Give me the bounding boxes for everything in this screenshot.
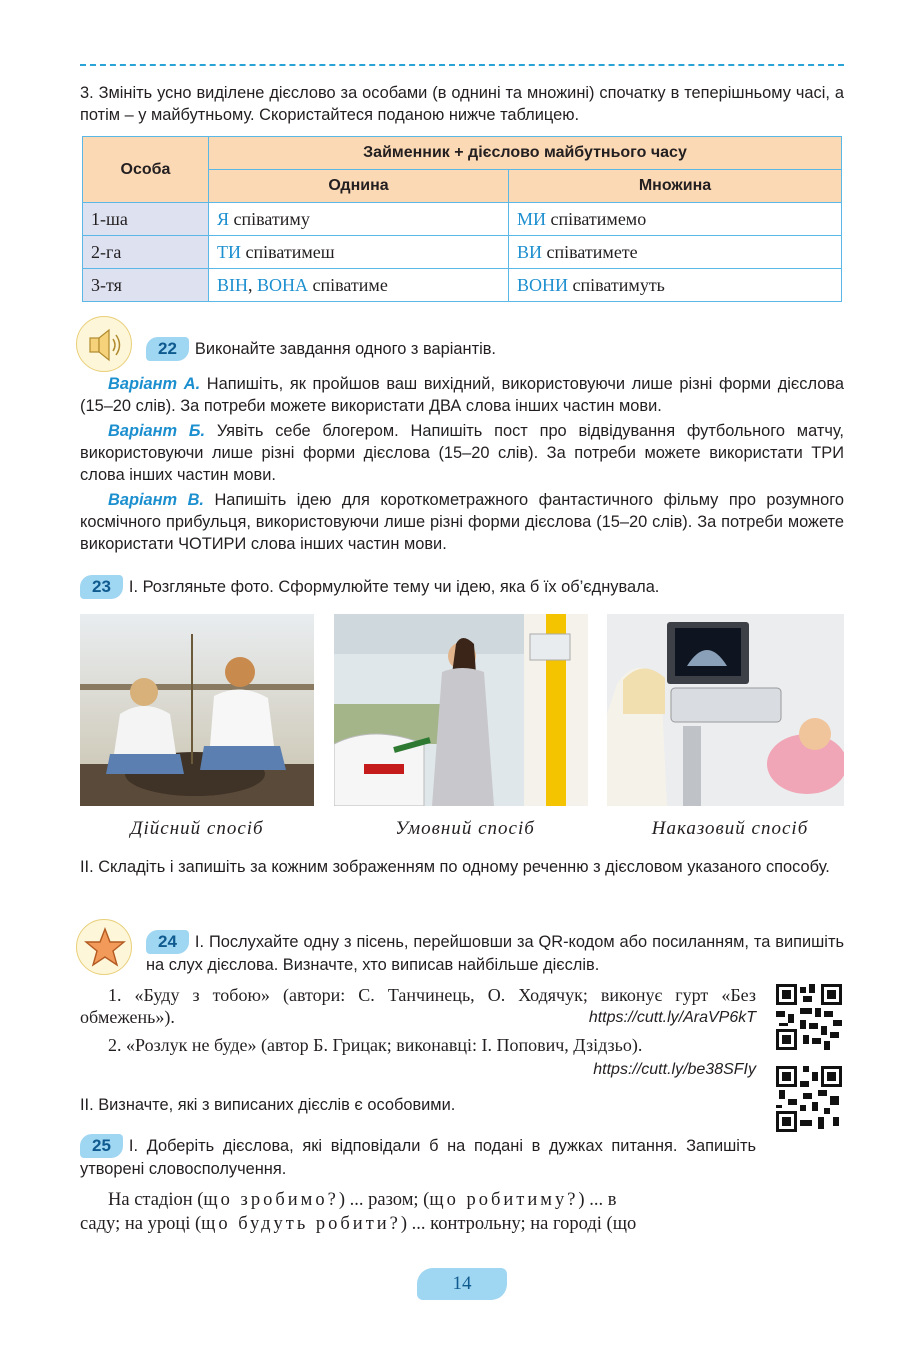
task-number-badge: 22: [146, 337, 189, 361]
verb-form: співатиму: [229, 208, 310, 229]
person-cell: 1-ша: [83, 203, 209, 236]
question: що будуть робити?: [201, 1214, 401, 1234]
verb-form: співатимете: [542, 241, 638, 262]
page-number: 14: [417, 1268, 507, 1300]
task-number-badge: 25: [80, 1134, 123, 1158]
plural-cell: [509, 269, 842, 302]
variant-b-label: Варіант Б.: [108, 422, 206, 440]
table-row: [83, 236, 842, 269]
photo-gas-station: [334, 614, 588, 806]
col-plural-header: Множина: [509, 170, 842, 203]
task-number-badge: 24: [146, 930, 189, 954]
singular-cell: [209, 236, 509, 269]
song-2: 2. «Розлук не буде» (автор Б. Грицак; виконавці: І. Попович, Дзідзьо).: [108, 1035, 643, 1055]
plural-cell: [509, 236, 842, 269]
question: що робитиму?: [429, 1190, 579, 1210]
task23-header: [80, 575, 844, 599]
verb-form: співатиме: [308, 274, 388, 295]
task23-part2: ІІ. Складіть і запишіть за кожним зображенням по одному реченню з дієсловом указаного способу.: [80, 858, 830, 876]
song-1-link[interactable]: https://cutt.ly/AraVP6kT: [588, 1009, 756, 1026]
task25-line-1: [80, 1188, 844, 1212]
qr-code-song-1[interactable]: [776, 984, 842, 1050]
task22-intro: Виконайте завдання одного з варіантів.: [194, 340, 496, 358]
pronoun: ВОНА: [257, 274, 309, 295]
table-row: [83, 203, 842, 236]
task25-part1-text: І. Доберіть дієслова, які відповідали б на подані в дужках питання. Запишіть утворені словосполучення.: [80, 1137, 756, 1178]
caption-imperative: Наказовий спосіб: [651, 818, 809, 839]
verb-form: співатимемо: [546, 208, 647, 229]
singular-cell: [209, 269, 509, 302]
variant-c-text: Напишіть ідею для короткометражного фантастичного фільму про розумного космічного прибульця, використовуючи лише різні форми дієслова (15–20 слів). За потреби можете використати ЧОТИРИ слова інших частин мови.: [80, 491, 844, 553]
variant-b: [80, 420, 844, 486]
task-number-badge: 23: [80, 575, 123, 599]
song-2-link[interactable]: https://cutt.ly/be38SFIy: [593, 1061, 756, 1078]
task25-part1: [80, 1134, 756, 1180]
pronoun: ВІН: [217, 274, 248, 295]
variant-b-text: Уявіть себе блогером. Напишіть пост про відвідування футбольного матчу, використовуючи лише різні форми дієслова (15–20 слів). За потреби можете використати ТРИ слова інших частин мови.: [80, 422, 844, 484]
question: що зробимо?: [203, 1190, 339, 1210]
task24-part1: [146, 930, 844, 976]
person-cell: 3-тя: [83, 269, 209, 302]
future-tense-table: [82, 136, 842, 302]
task24-part1-text: І. Послухайте одну з пісень, перейшовши за QR-кодом або посиланням, та випишіть на слух дієслова. Визначте, хто виписав найбільше дієслів.: [146, 933, 844, 974]
verb-form: співатимеш: [241, 241, 335, 262]
pronoun: МИ: [517, 208, 547, 229]
pronoun: ТИ: [217, 241, 241, 262]
task25-line-2: [80, 1212, 844, 1236]
singular-cell: [209, 203, 509, 236]
pronoun: ВОНИ: [517, 274, 569, 295]
col-singular-header: Однина: [209, 170, 509, 203]
plural-cell: [509, 203, 842, 236]
text-fragment: саду; на уроці (: [80, 1214, 202, 1234]
table-row: [83, 269, 842, 302]
photo-ultrasound: [607, 614, 844, 806]
qr-code-song-2[interactable]: [776, 1066, 842, 1132]
speaker-icon: [76, 316, 132, 372]
pronoun: Я: [217, 208, 230, 229]
star-icon: [76, 919, 132, 975]
photo-tree-planting: [80, 614, 314, 806]
col-person-header: Особа: [83, 137, 209, 203]
variant-c-label: Варіант В.: [108, 491, 204, 509]
task3-text: 3. Змініть усно виділене дієслово за особами (в однині та множині) спочатку в теперішньому часі, а потім – у майбутньому. Скористайтеся поданою нижче таблицею.: [80, 84, 844, 124]
text-fragment: ) ... контрольну; на городі (що: [400, 1214, 637, 1234]
person-cell: 2-га: [83, 236, 209, 269]
variant-a-label: Варіант А.: [108, 375, 201, 393]
separator: ,: [248, 274, 257, 295]
task22-header: [146, 337, 746, 361]
variant-c: [80, 489, 844, 555]
task23-part1: І. Розгляньте фото. Сформулюйте тему чи ідею, яка б їх об’єднувала.: [128, 578, 660, 596]
text-fragment: На стадіон (: [108, 1190, 204, 1210]
caption-indicative: Дійсний спосіб: [130, 818, 264, 839]
col-group-header: Займенник + дієслово майбутнього часу: [209, 137, 842, 170]
pronoun: ВИ: [517, 241, 543, 262]
variant-a: [80, 373, 844, 417]
task24-part2: ІІ. Визначте, які з виписаних дієслів є особовими.: [80, 1096, 456, 1114]
verb-form: співатимуть: [568, 274, 665, 295]
text-fragment: ) ... разом; (: [338, 1190, 430, 1210]
song-1: 1. «Буду з тобою» (автори: С. Танчинець, О. Ходячук; виконує гурт «Без обмежень»).: [80, 985, 756, 1027]
top-divider: [80, 64, 844, 66]
text-fragment: ) ... в: [578, 1190, 617, 1210]
variant-a-text: Напишіть, як пройшов ваш вихідний, використовуючи лише різні форми дієслова (15–20 слів). За потреби можете використати ДВА слова інших частин мови.: [80, 375, 844, 415]
caption-conditional: Умовний спосіб: [395, 818, 535, 839]
